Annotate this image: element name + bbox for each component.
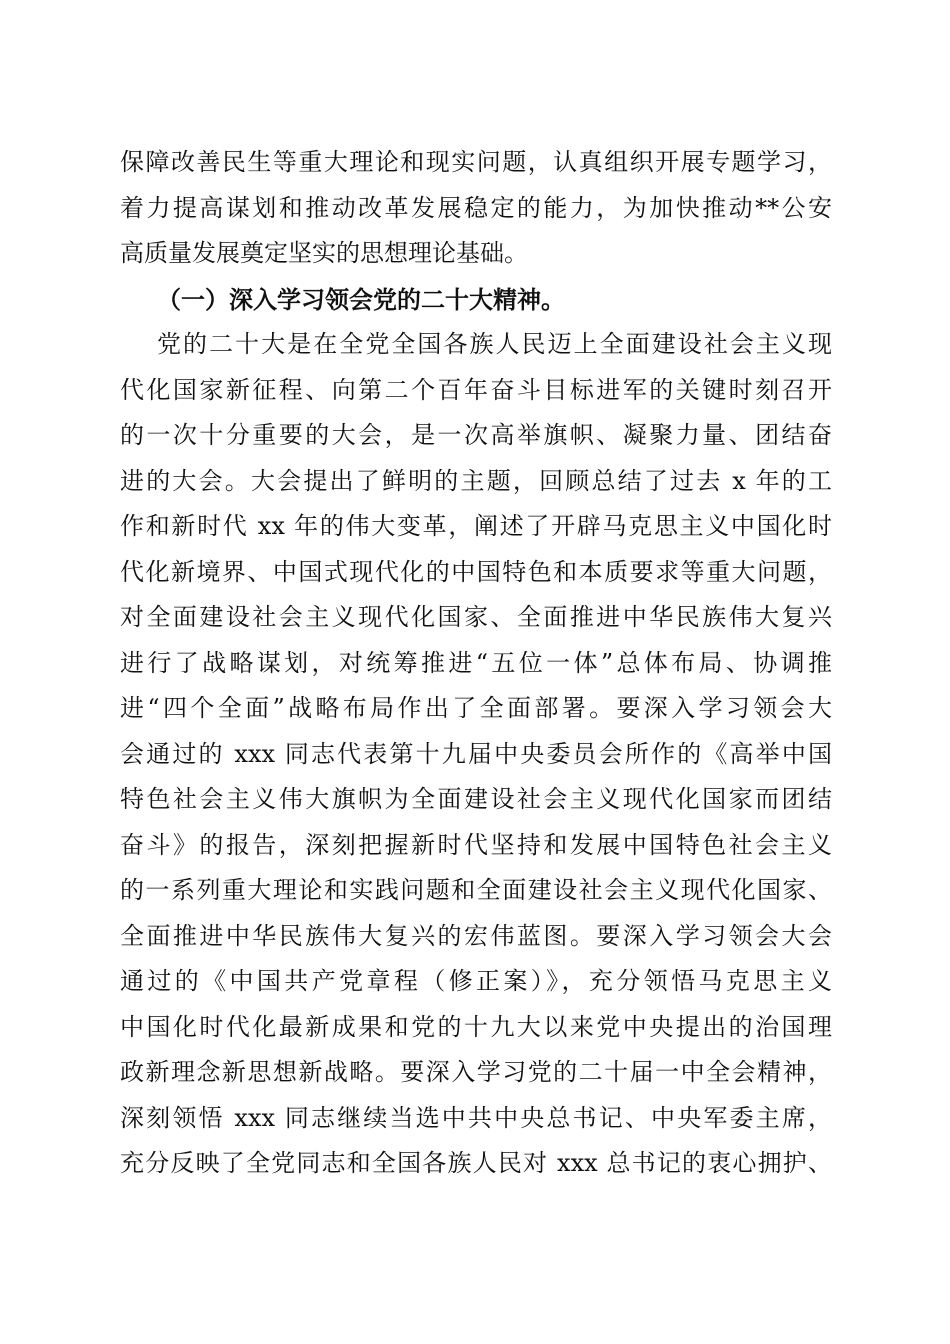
text-line: 充分反映了全党同志和全国各族人民对 xxx 总书记的衷心拥护、 xyxy=(120,1149,832,1177)
body-text xyxy=(120,140,832,1187)
text-line: 进行了战略谋划，对统筹推进“五位一体”总体布局、协调推 xyxy=(120,648,832,677)
text-line: 进“四个全面”战略布局作出了全面部署。要深入学习领会大 xyxy=(120,694,832,722)
text-line: 的一次十分重要的大会，是一次高举旗帜、凝聚力量、团结奋 xyxy=(120,421,832,449)
text-line: 全面推进中华民族伟大复兴的宏伟蓝图。要深入学习领会大会 xyxy=(120,921,832,950)
text-line: 会通过的 xxx 同志代表第十九届中央委员会所作的《高举中国 xyxy=(120,739,832,768)
text-line: 进的大会。大会提出了鲜明的主题，回顾总结了过去 x 年的工 xyxy=(120,466,832,495)
text-line: 深刻领悟 xxx 同志继续当选中共中央总书记、中央军委主席， xyxy=(120,1103,832,1132)
text-line: 代化国家新征程、向第二个百年奋斗目标进军的关键时刻召开 xyxy=(120,375,832,404)
section-heading: （一）深入学习领会党的二十大精神。 xyxy=(157,284,565,314)
text-line: 代化新境界、中国式现代化的中国特色和本质要求等重大问题， xyxy=(120,557,832,586)
text-line: 通过的《中国共产党章程（修正案）》，充分领悟马克思主义 xyxy=(120,967,832,995)
text-line: 对全面建设社会主义现代化国家、全面推进中华民族伟大复兴 xyxy=(120,603,832,631)
text-line: 高质量发展奠定坚实的思想理论基础。 xyxy=(120,239,528,267)
text-line: 的一系列重大理论和实践问题和全面建设社会主义现代化国家、 xyxy=(120,876,832,904)
text-line: 保障改善民生等重大理论和现实问题，认真组织开展专题学习， xyxy=(120,148,832,176)
text-line: 政新理念新思想新战略。要深入学习党的二十届一中全会精神， xyxy=(120,1058,832,1086)
text-line: 作和新时代 xx 年的伟大变革，阐述了开辟马克思主义中国化时 xyxy=(120,512,832,540)
text-line: 奋斗》的报告，深刻把握新时代坚持和发展中国特色社会主义 xyxy=(120,830,832,859)
text-line: 着力提高谋划和推动改革发展稳定的能力，为加快推动**公安 xyxy=(120,193,832,222)
text-line: 党的二十大是在全党全国各族人民迈上全面建设社会主义现 xyxy=(157,330,832,358)
text-line: 中国化时代化最新成果和党的十九大以来党中央提出的治国理 xyxy=(120,1012,832,1041)
text-line: 特色社会主义伟大旗帜为全面建设社会主义现代化国家而团结 xyxy=(120,785,832,813)
